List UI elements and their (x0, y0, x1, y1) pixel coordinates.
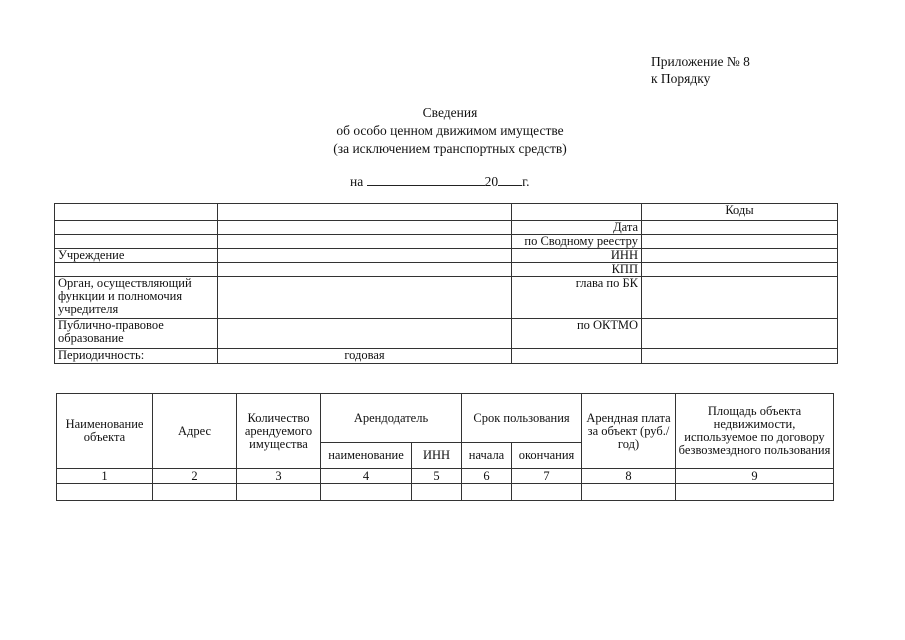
appendix-reference: к Порядку (651, 71, 711, 86)
year-blank (498, 173, 522, 186)
column-number: 2 (153, 469, 237, 484)
col-header-name: Наименование объекта (57, 394, 153, 469)
date-suffix: г. (522, 174, 530, 189)
institution-value (218, 249, 512, 263)
date-label: Дата (512, 221, 642, 235)
municipality-label: Публично-правовое образование (55, 319, 218, 349)
column-number: 8 (582, 469, 676, 484)
column-number: 4 (321, 469, 412, 484)
founder-label: Орган, осуществляющий функции и полномочия учредителя (55, 277, 218, 319)
registry-label: по Сводному реестру (512, 235, 642, 249)
col-header-lessor-name: наименование (321, 443, 412, 469)
year-prefix: 20 (484, 174, 499, 189)
col-header-rent: Арендная плата за объект (руб./год) (582, 394, 676, 469)
header-table (54, 203, 838, 364)
column-number: 7 (512, 469, 582, 484)
col-header-term-end: окончания (512, 443, 582, 469)
column-number: 3 (237, 469, 321, 484)
date-prefix: на (350, 174, 364, 189)
property-table (56, 393, 834, 501)
bk-label: глава по БК (512, 277, 642, 319)
codes-header: Коды (642, 204, 838, 221)
inn-code-cell (642, 249, 838, 263)
col-header-term-start: начала (462, 443, 512, 469)
column-number: 9 (676, 469, 834, 484)
col-header-lessor: Арендодатель (321, 394, 462, 443)
document-title (250, 104, 650, 158)
founder-value (218, 277, 512, 319)
col-header-address: Адрес (153, 394, 237, 469)
title-line-2: об особо ценном движимом имуществе (336, 123, 564, 138)
empty-data-row (57, 484, 834, 501)
bk-code-cell (642, 277, 838, 319)
appendix-number: Приложение № 8 (651, 54, 750, 69)
title-line-1: Сведения (422, 105, 478, 120)
report-date-line (350, 173, 529, 190)
col-header-area: Площадь объекта недвижимости, используемое по договору безвозмездного пользования (676, 394, 834, 469)
appendix-note (651, 53, 750, 87)
inn-label: ИНН (512, 249, 642, 263)
kpp-code-cell (642, 263, 838, 277)
date-code-cell (642, 221, 838, 235)
kpp-label: КПП (512, 263, 642, 277)
title-line-3: (за исключением транспортных средств) (333, 141, 567, 156)
col-header-quantity: Количество арендуемого имущества (237, 394, 321, 469)
oktmo-label: по ОКТМО (512, 319, 642, 349)
column-number: 6 (462, 469, 512, 484)
col-header-lessor-inn: ИНН (412, 443, 462, 469)
oktmo-code-cell (642, 319, 838, 349)
date-blank (367, 173, 485, 186)
col-header-term: Срок пользования (462, 394, 582, 443)
column-number: 1 (57, 469, 153, 484)
periodicity-value: годовая (218, 349, 512, 364)
registry-code-cell (642, 235, 838, 249)
periodicity-label: Периодичность: (55, 349, 218, 364)
municipality-value (218, 319, 512, 349)
column-number: 5 (412, 469, 462, 484)
institution-label: Учреждение (55, 249, 218, 263)
